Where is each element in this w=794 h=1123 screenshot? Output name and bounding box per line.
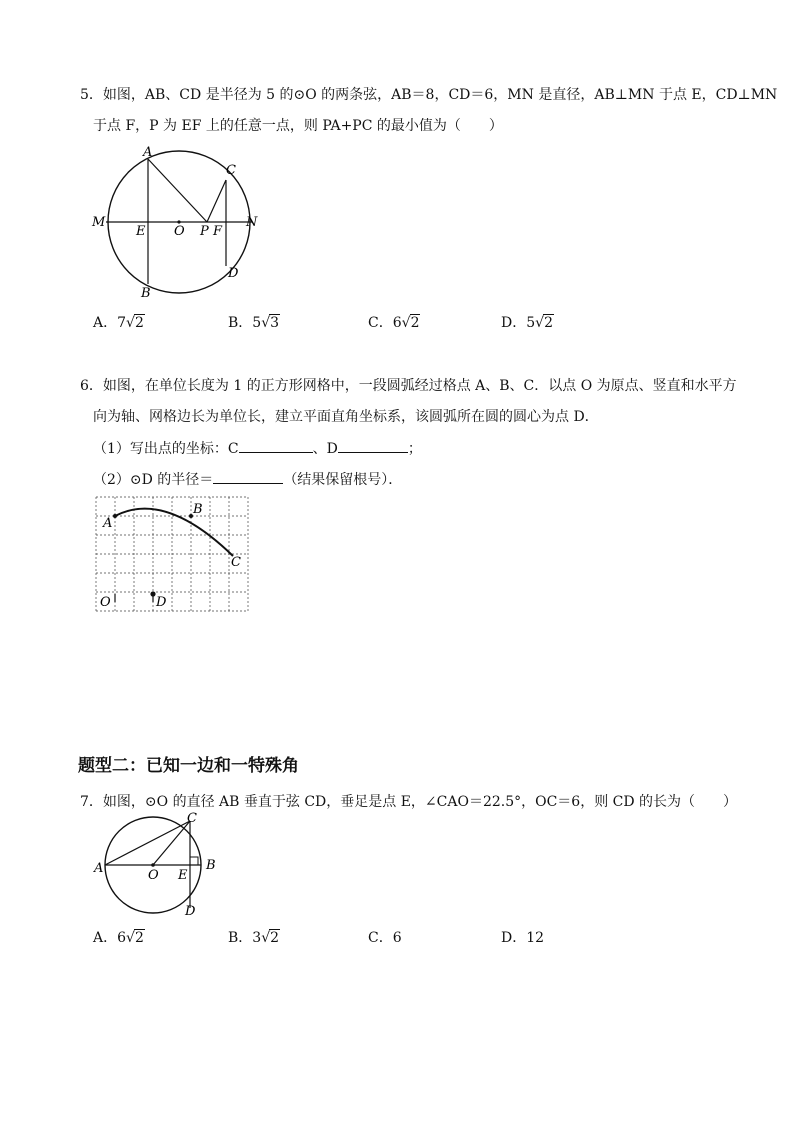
q5-line-1: 5．如图，AB、CD 是半径为 5 的⊙O 的两条弦，AB＝8，CD＝6，MN 是直径，AB⊥MN 于点 E，CD⊥MN (80, 87, 778, 103)
q5-label-C: C (226, 163, 236, 178)
q6-grid-figure (90, 490, 260, 620)
q5-options (93, 312, 613, 332)
answer-blank-d[interactable] (338, 440, 408, 453)
q5-label-M: M (92, 215, 106, 230)
q5-label-O: O (174, 224, 185, 239)
q6-label-D: D (156, 595, 167, 610)
q7-options (93, 927, 613, 947)
answer-blank-radius[interactable] (213, 471, 283, 484)
q7-option-c[interactable]: C．6 (368, 930, 402, 946)
q7-line-1: 7．如图，⊙O 的直径 AB 垂直于弦 CD，垂足是点 E，∠CAO＝22.5°，OC＝6，则 CD 的长为（ ） (80, 794, 738, 810)
q7-label-C: C (187, 811, 197, 826)
q7-option-d[interactable]: D．12 (501, 930, 545, 946)
q7-label-A: A (94, 861, 104, 876)
q7-label-O: O (148, 868, 159, 883)
q5-label-N: N (246, 215, 258, 230)
q6-line-1: 6．如图，在单位长度为 1 的正方形网格中，一段圆弧经过格点 A、B、C．以点 O 为原点、竖直和水平方 (80, 378, 737, 394)
q6-line-2: 向为轴、网格边长为单位长，建立平面直角坐标系，该圆弧所在圆的圆心为点 D． (93, 409, 599, 425)
q6-sub-2: （2）⊙D 的半径＝ （结果保留根号）． (93, 472, 403, 488)
q5-label-B: B (141, 286, 151, 300)
q5-label-D: D (228, 266, 239, 281)
q5-label-F: F (213, 224, 223, 239)
q6-label-A: A (103, 516, 113, 531)
q5-label-E: E (136, 224, 146, 239)
q5-label-P: P (200, 224, 209, 239)
q7-label-E: E (178, 868, 188, 883)
q7-circle-figure (88, 810, 228, 920)
q5-option-c[interactable]: C．6√2 (368, 315, 420, 331)
q5-circle-figure (88, 140, 268, 300)
q6-label-B: B (193, 502, 203, 517)
q6-sub-1: （1）写出点的坐标：C 、D ； (93, 441, 422, 457)
section-title: 题型二：已知一边和一特殊角 (78, 756, 299, 776)
q5-option-b[interactable]: B．5√3 (228, 315, 280, 331)
q6-label-O: O (100, 595, 111, 610)
answer-blank-c[interactable] (239, 440, 313, 453)
q5-option-a[interactable]: A．7√2 (93, 315, 144, 331)
q5-option-d[interactable]: D．5√2 (501, 315, 553, 331)
q5-line-2: 于点 F，P 为 EF 上的任意一点，则 PA+PC 的最小值为（ ） (93, 118, 503, 134)
q7-option-b[interactable]: B．3√2 (228, 930, 280, 946)
q7-label-B: B (206, 858, 216, 873)
q7-label-D: D (185, 904, 196, 919)
q6-label-C: C (231, 555, 241, 570)
q5-label-A: A (143, 145, 153, 160)
q7-option-a[interactable]: A．6√2 (93, 930, 144, 946)
